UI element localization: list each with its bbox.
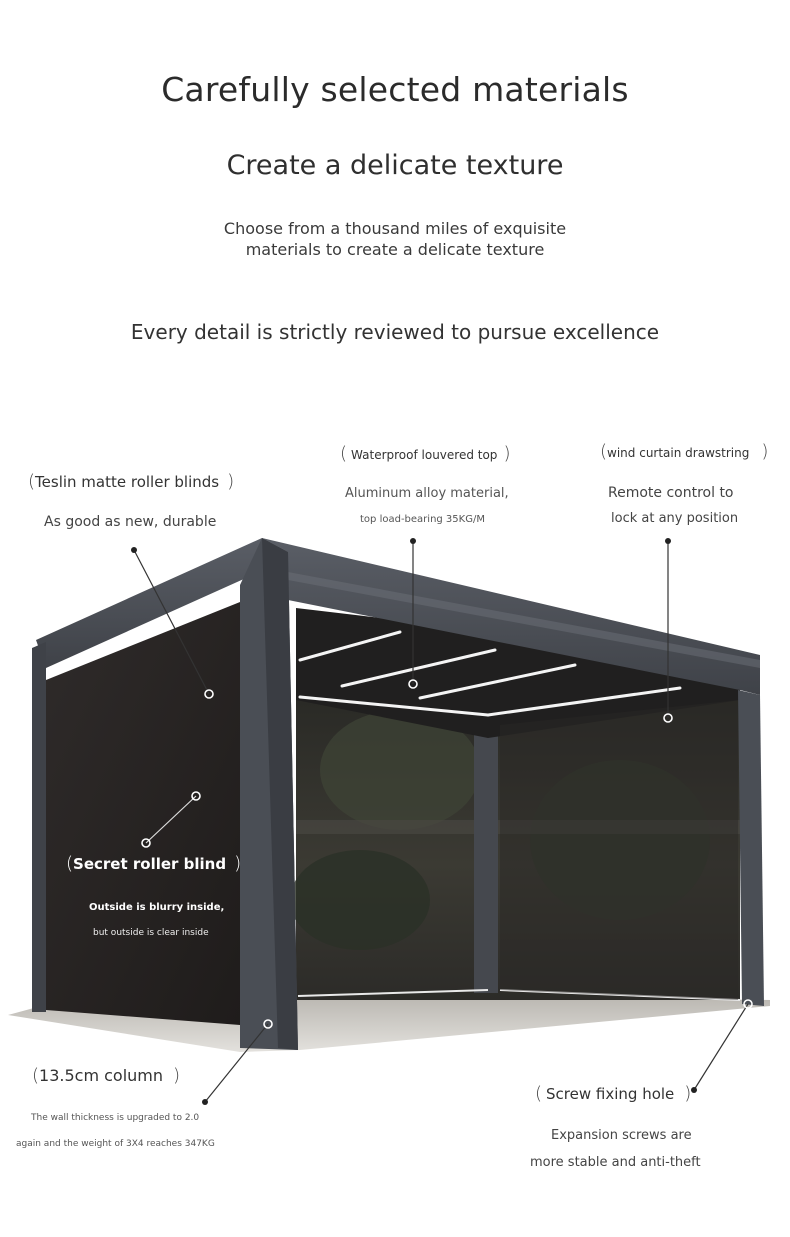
curtain-label: (wind curtain drawstring ) [600, 441, 769, 462]
right-column [738, 690, 764, 1006]
louvered-label: ( Waterproof louvered top ) [340, 443, 511, 464]
page-title: Carefully selected materials [161, 70, 629, 109]
screw-desc-1: Expansion screws are [551, 1128, 692, 1143]
column-label: (13.5cm column ) [32, 1065, 181, 1086]
column-desc-1: The wall thickness is upgraded to 2.0 [31, 1113, 200, 1123]
louvered-desc-1: Aluminum alloy material, [345, 486, 509, 501]
curtain-desc-2: lock at any position [611, 511, 739, 526]
secret-desc-1: Outside is blurry inside, [89, 902, 225, 913]
column-desc-2: again and the weight of 3X4 reaches 347KG [16, 1139, 215, 1149]
teslin-desc: As good as new, durable [44, 514, 217, 530]
right-curtain [500, 700, 738, 1000]
left-rear-column [32, 642, 46, 1012]
page-subtitle: Create a delicate texture [226, 150, 564, 181]
description-line-2: materials to create a delicate texture [245, 240, 545, 259]
secret-label: (Secret roller blind ) [66, 853, 242, 874]
secret-desc-2: but outside is clear inside [93, 928, 209, 938]
screw-desc-2: more stable and anti-theft [530, 1155, 701, 1170]
louvered-desc-2: top load-bearing 35KG/M [360, 514, 485, 525]
rear-column [474, 725, 498, 993]
detail-heading: Every detail is strictly reviewed to pursue excellence [130, 320, 660, 344]
left-roller-blind [46, 602, 240, 1025]
screw-label: ( Screw fixing hole ) [535, 1083, 692, 1104]
teslin-label: (Teslin matte roller blinds ) [28, 471, 235, 492]
description-line-1: Choose from a thousand miles of exquisite [223, 219, 567, 238]
curtain-desc-1: Remote control to [608, 485, 734, 501]
